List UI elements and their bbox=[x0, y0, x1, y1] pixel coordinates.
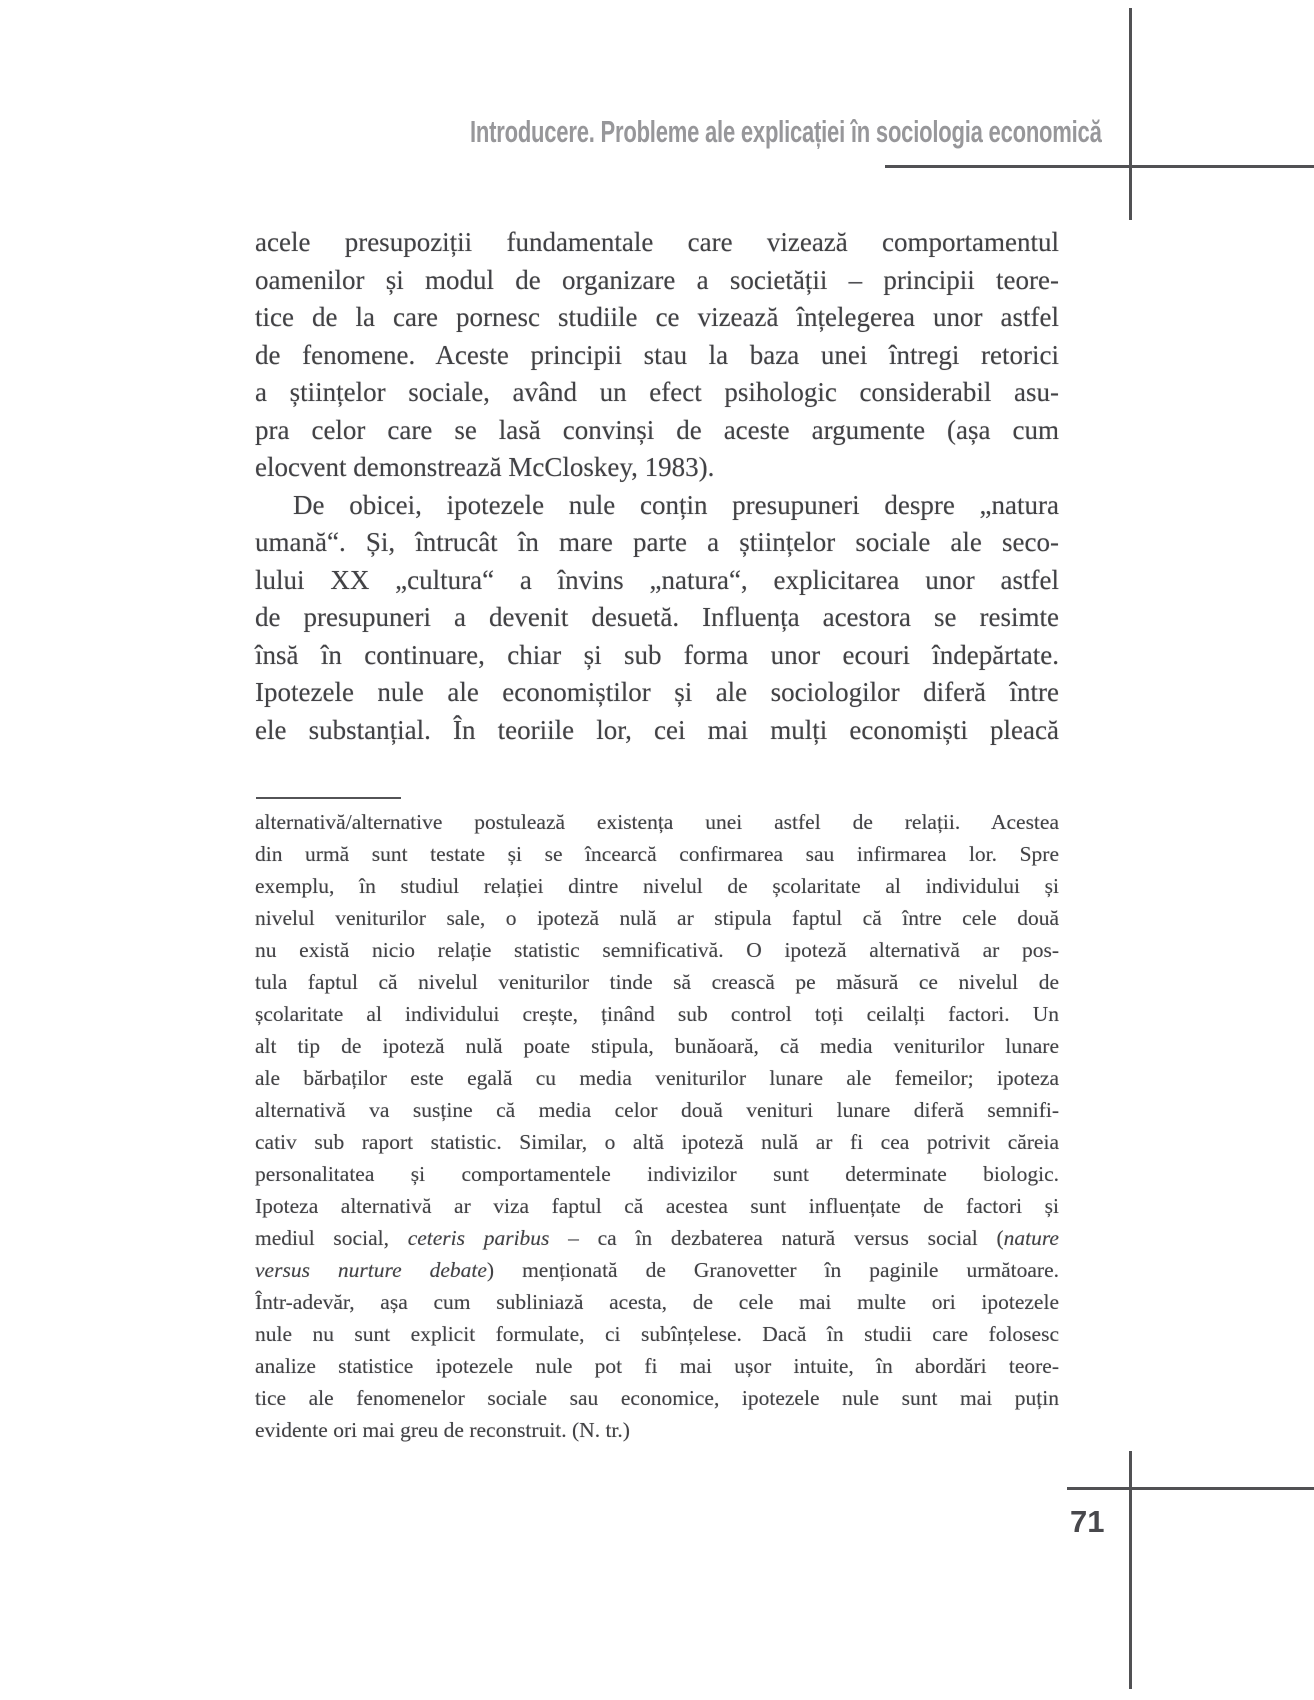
text-line: a științelor sociale, având un efect psihologic considerabil asu- bbox=[255, 377, 1059, 407]
text-line: exemplu, în studiul relației dintre nivelul de școlaritate al individului și bbox=[255, 874, 1059, 898]
footnote-text bbox=[255, 806, 1059, 1446]
text-line: din urmă sunt testate și se încearcă confirmarea sau infirmarea lor. Spre bbox=[255, 842, 1059, 866]
body-paragraph-2 bbox=[255, 487, 1059, 750]
text-line: Ipoteza alternativă ar viza faptul că acestea sunt influențate de factori și bbox=[255, 1194, 1059, 1218]
text-line: nule nu sunt explicit formulate, ci subînțelese. Dacă în studii care folosesc bbox=[255, 1322, 1059, 1346]
text-line: alt tip de ipoteză nulă poate stipula, bunăoară, că media veniturilor lunare bbox=[255, 1034, 1059, 1058]
text-line: umană“. Și, întrucât în mare parte a științelor sociale ale seco- bbox=[255, 527, 1059, 557]
text-line: mediul social, ceteris paribus – ca în dezbaterea natură versus social (nature bbox=[255, 1226, 1059, 1250]
crop-mark-horizontal-bottom bbox=[1067, 1487, 1314, 1490]
text-line: de presupuneri a devenit desuetă. Influența acestora se resimte bbox=[255, 602, 1059, 632]
text-line: alternativă/alternative postulează existența unei astfel de relații. Acestea bbox=[255, 810, 1059, 834]
running-header: Introducere. Probleme ale explicației în sociologia economică bbox=[470, 114, 1102, 149]
text-line: Într-adevăr, așa cum subliniază acesta, de cele mai multe ori ipotezele bbox=[255, 1290, 1059, 1314]
text-line: cativ sub raport statistic. Similar, o altă ipoteză nulă ar fi cea potrivit căreia bbox=[255, 1130, 1059, 1154]
text-line: tice de la care pornesc studiile ce vizează înțelegerea unor astfel bbox=[255, 302, 1059, 332]
text-line: de fenomene. Aceste principii stau la baza unei întregi retorici bbox=[255, 339, 1059, 370]
text-line: versus nurture debate) menționată de Granovetter în paginile următoare. bbox=[255, 1258, 1059, 1282]
text-line: lului XX „cultura“ a învins „natura“, explicitarea unor astfel bbox=[255, 564, 1059, 595]
text-line: nivelul veniturilor sale, o ipoteză nulă ar stipula faptul că între cele două bbox=[255, 906, 1059, 930]
text-line: pra celor care se lasă convinși de aceste argumente (așa cum bbox=[255, 414, 1059, 445]
crop-mark-vertical-top bbox=[1129, 8, 1132, 220]
text-line: De obicei, ipotezele nule conțin presupuneri despre „natura bbox=[293, 489, 1059, 520]
text-line: școlaritate al individului crește, ținând sub control toți ceilalți factori. Un bbox=[255, 1002, 1059, 1026]
text-line: ale bărbaților este egală cu media veniturilor lunare ale femeilor; ipoteza bbox=[255, 1066, 1059, 1090]
text-line: Ipotezele nule ale economiștilor și ale sociologilor diferă între bbox=[255, 677, 1059, 707]
text-line: alternativă va susține că media celor două venituri lunare diferă semnifi- bbox=[255, 1098, 1059, 1122]
text-line: tice ale fenomenelor sociale sau economice, ipotezele nule sunt mai puțin bbox=[255, 1386, 1059, 1410]
crop-mark-horizontal-top bbox=[885, 165, 1314, 168]
footnote-paragraph bbox=[255, 806, 1059, 1446]
text-line: tula faptul că nivelul veniturilor tinde să crească pe măsură ce nivelul de bbox=[255, 970, 1059, 994]
body-paragraph-1 bbox=[255, 224, 1059, 487]
text-line: nu există nicio relație statistic semnificativă. O ipoteză alternativă ar pos- bbox=[255, 938, 1059, 962]
text-line: evidente ori mai greu de reconstruit. (N. tr.) bbox=[255, 1418, 630, 1442]
page-number: 71 bbox=[1070, 1504, 1105, 1539]
text-line: personalitatea și comportamentele indivizilor sunt determinate biologic. bbox=[255, 1162, 1059, 1186]
text-line: acele presupoziții fundamentale care vizează comportamentul bbox=[255, 227, 1059, 257]
text-line: analize statistice ipotezele nule pot fi mai ușor intuite, în abordări teore- bbox=[255, 1354, 1059, 1378]
text-line: oamenilor și modul de organizare a societății – principii teore- bbox=[255, 264, 1059, 295]
text-line: însă în continuare, chiar și sub forma unor ecouri îndepărtate. bbox=[255, 639, 1059, 670]
text-line: elocvent demonstrează McCloskey, 1983). bbox=[255, 452, 715, 482]
body-text bbox=[255, 224, 1059, 749]
footnote-separator-rule bbox=[256, 797, 401, 799]
text-line: ele substanțial. În teoriile lor, cei mai mulți economiști pleacă bbox=[255, 714, 1059, 745]
